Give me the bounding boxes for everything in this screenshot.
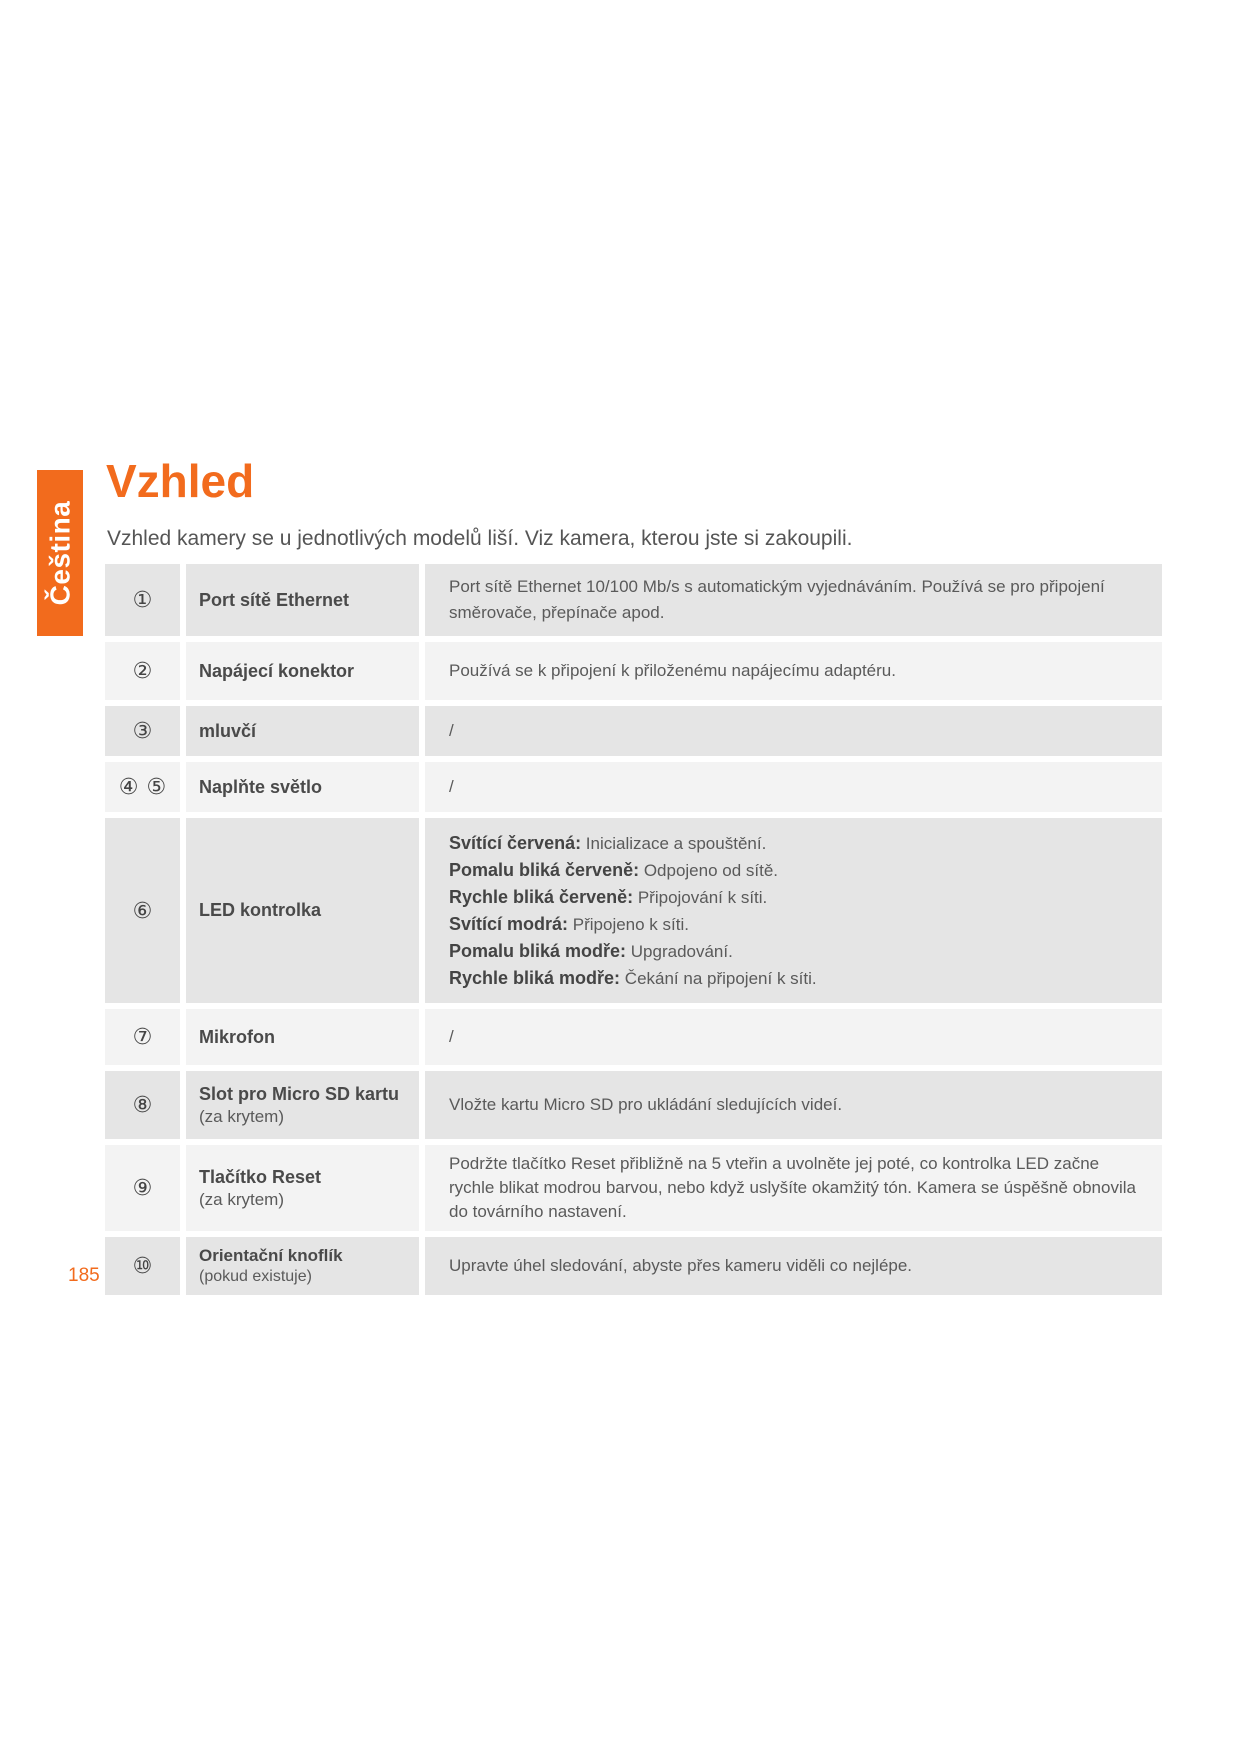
led-state bbox=[449, 857, 817, 884]
page-title: Vzhled bbox=[106, 455, 255, 507]
led-state-label: Pomalu bliká modře: bbox=[449, 940, 627, 961]
row-name-cell bbox=[186, 1237, 419, 1295]
row-name-note: (za krytem) bbox=[199, 1106, 284, 1126]
row-name-cell bbox=[186, 642, 419, 700]
led-state-text: Čekání na připojení k síti. bbox=[620, 968, 817, 988]
table-row-microphone bbox=[105, 1009, 1162, 1065]
row-description: Port sítě Ethernet 10/100 Mb/s s automatickým vyjednáváním. Používá se pro připojení směrovače, přepínače apod. bbox=[425, 564, 1162, 636]
row-name: mluvčí bbox=[199, 720, 257, 741]
led-state-text: Připojeno k síti. bbox=[568, 914, 689, 934]
row-description: Používá se k připojení k přiloženému napájecímu adaptéru. bbox=[425, 642, 1162, 700]
led-state bbox=[449, 938, 817, 965]
row-description: Upravte úhel sledování, abyste přes kameru viděli co nejlépe. bbox=[425, 1237, 1162, 1295]
led-state-label: Rychle bliká červeně: bbox=[449, 886, 634, 907]
row-description: Podržte tlačítko Reset přibližně na 5 vteřin a uvolněte jej poté, co kontrolka LED začne rychle blikat modrou barvou, nebo když uslyšíte okamžitý tón. Kamera se úspěšně obnovila do továrního nastavení. bbox=[425, 1145, 1162, 1231]
led-state-text: Odpojeno od sítě. bbox=[639, 860, 779, 880]
row-number: ① bbox=[105, 564, 180, 636]
row-name: Naplňte světlo bbox=[199, 776, 323, 797]
row-name-cell bbox=[186, 818, 419, 1003]
led-state-text: Připojování k síti. bbox=[633, 887, 768, 907]
row-name-cell bbox=[186, 564, 419, 636]
row-number: ⑨ bbox=[105, 1145, 180, 1231]
row-number: ⑥ bbox=[105, 818, 180, 1003]
language-label: Čeština bbox=[44, 500, 75, 606]
led-states-list bbox=[449, 830, 817, 992]
row-name-cell bbox=[186, 1145, 419, 1231]
led-state bbox=[449, 911, 817, 938]
table-row-sd-slot bbox=[105, 1071, 1162, 1139]
appearance-table bbox=[105, 564, 1162, 1295]
row-number-b: ⑤ bbox=[146, 774, 167, 799]
led-state-text: Inicializace a spouštění. bbox=[581, 833, 767, 853]
table-row-led bbox=[105, 818, 1162, 1003]
table-row-orientation-knob bbox=[105, 1237, 1162, 1295]
row-name: Slot pro Micro SD kartu bbox=[199, 1083, 400, 1104]
table-row-speaker bbox=[105, 706, 1162, 756]
row-name: Napájecí konektor bbox=[199, 660, 355, 681]
row-number: ⑧ bbox=[105, 1071, 180, 1139]
row-name: Tlačítko Reset bbox=[199, 1166, 322, 1187]
row-name: Orientační knoflík bbox=[199, 1246, 343, 1265]
row-description: Vložte kartu Micro SD pro ukládání sledujících videí. bbox=[425, 1071, 1162, 1139]
table-row-power bbox=[105, 642, 1162, 700]
row-name-cell bbox=[186, 762, 419, 812]
language-tab bbox=[37, 470, 83, 636]
led-state-text: Upgradování. bbox=[626, 941, 733, 961]
led-state-label: Pomalu bliká červeně: bbox=[449, 859, 640, 880]
row-name-cell bbox=[186, 706, 419, 756]
row-name-cell bbox=[186, 1071, 419, 1139]
row-name: LED kontrolka bbox=[199, 900, 322, 920]
led-state bbox=[449, 965, 817, 992]
row-name: Port sítě Ethernet bbox=[199, 589, 350, 610]
row-description: / bbox=[425, 706, 1162, 756]
table-row-ethernet bbox=[105, 564, 1162, 636]
page-subtitle: Vzhled kamery se u jednotlivých modelů liší. Viz kamera, kterou jste si zakoupili. bbox=[107, 527, 853, 550]
row-number: ② bbox=[105, 642, 180, 700]
row-number: ③ bbox=[105, 706, 180, 756]
led-state-label: Svítící modrá: bbox=[449, 913, 569, 934]
row-description: / bbox=[425, 1009, 1162, 1065]
row-number-a: ④ bbox=[118, 774, 139, 799]
row-name-cell bbox=[186, 1009, 419, 1065]
led-state bbox=[449, 830, 817, 857]
row-name: Mikrofon bbox=[199, 1026, 275, 1047]
row-description: / bbox=[425, 762, 1162, 812]
led-state bbox=[449, 884, 817, 911]
page-number: 185 bbox=[68, 1265, 100, 1286]
led-state-label: Rychle bliká modře: bbox=[449, 967, 621, 988]
table-row-reset bbox=[105, 1145, 1162, 1231]
row-number: ⑩ bbox=[105, 1237, 180, 1295]
row-number bbox=[105, 762, 180, 812]
row-description bbox=[425, 818, 1162, 1003]
row-number: ⑦ bbox=[105, 1009, 180, 1065]
table-row-fill-light bbox=[105, 762, 1162, 812]
row-name-note: (za krytem) bbox=[199, 1189, 284, 1209]
row-name-note: (pokud existuje) bbox=[199, 1268, 312, 1285]
led-state-label: Svítící červená: bbox=[449, 832, 582, 853]
